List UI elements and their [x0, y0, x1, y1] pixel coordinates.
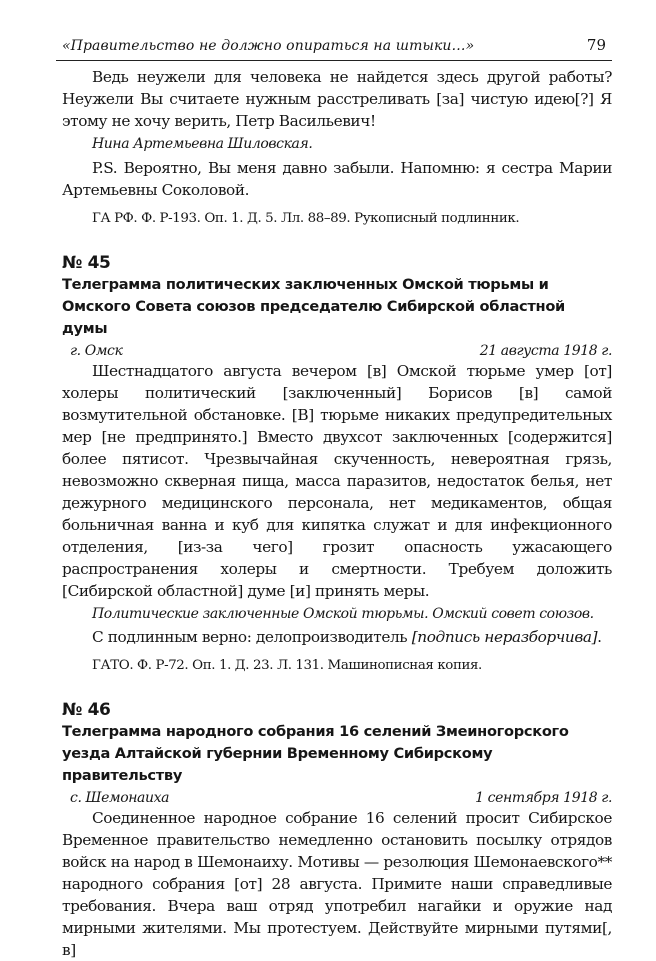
archive-reference: ГАТО. Ф. Р-72. Оп. 1. Д. 23. Л. 131. Машинописная копия.: [92, 658, 482, 673]
certification-text: С подлинным верно: делопроизводитель: [92, 628, 412, 646]
document-place: г. Омск: [70, 343, 123, 359]
document-number: № 46: [62, 700, 111, 720]
certification-line: [92, 626, 612, 648]
document-place: с. Шемонаиха: [70, 790, 170, 806]
running-header-title: «Правительство не должно опираться на штыки…»: [62, 38, 475, 54]
certification-end: .: [597, 628, 602, 646]
document-number: № 45: [62, 253, 111, 273]
place-date-line: [62, 340, 612, 360]
certification-note: [подпись неразборчива]: [411, 628, 598, 646]
document-title: Телеграмма народного собрания 16 селений Змеиногорского уезда Алтайской губернии Временному Сибирскому правительству: [62, 723, 569, 784]
document-date: 21 августа 1918 г.: [479, 343, 612, 359]
document-46: [62, 699, 612, 961]
page-number: 79: [586, 36, 606, 54]
page-content: [62, 66, 612, 961]
letter-postscript: P.S. Вероятно, Вы меня давно забыли. Напомню: я сестра Марии Артемьевны Соколовой.: [62, 159, 612, 199]
archive-reference: ГА РФ. Ф. Р-193. Оп. 1. Д. 5. Лл. 88–89. Рукописный подлинник.: [92, 211, 520, 226]
document-45: [62, 252, 612, 677]
document-title: Телеграмма политических заключенных Омской тюрьмы и Омского Совета союзов председателю Сибирской областной думы: [62, 276, 565, 337]
letter-paragraph: Ведь неужели для человека не найдется здесь другой работы? Неужели Вы считаете нужным расстреливать [за] чистую идею[?] Я этому не хочу верить, Петр Васильевич!: [62, 68, 612, 130]
telegram-text: Шестнадцатого августа вечером [в] Омской тюрьме умер [от] холеры политический [заключенный] Борисов [в] самой возмутительной обстановке. [В] тюрьме никаких предупредительных мер [не предпринято.] Вместо двухсот заключенных [содержится] более пятисот. Чрезвычайная скученность, невероятная грязь, невозможно скверная пища, масса паразитов, недостаток белья, нет дежурного медицинского персонала, нет медикаментов, общая больничная ванна и куб для кипятка служат и для инфекционного отделения, [из-за чего] грозит опасность ужасающего распространения холеры и смертности. Требуем доложить [Сибирской областной] думе [и] принять меры.: [62, 362, 612, 600]
header-rule: [56, 60, 612, 61]
letter-signature: Нина Артемьевна Шиловская.: [92, 136, 313, 152]
document-date: 1 сентября 1918 г.: [475, 790, 612, 806]
telegram-signature: Политические заключенные Омской тюрьмы. Омский совет союзов.: [92, 606, 594, 622]
telegram-text: Соединенное народное собрание 16 селений просит Сибирское Временное правительство немедленно остановить посылку отрядов войск на народ в Шемонаиху. Мотивы — резолюция Шемонаевского** народного собрания [от] 28 августа. Примите наши справедливые требования. Вчера ваш отряд употребил нагайки и оружие над мирными жителями. Мы протестуем. Действуйте мирными путями[, в]: [62, 809, 612, 959]
place-date-line: [62, 787, 612, 807]
previous-document-ending: [62, 66, 612, 230]
